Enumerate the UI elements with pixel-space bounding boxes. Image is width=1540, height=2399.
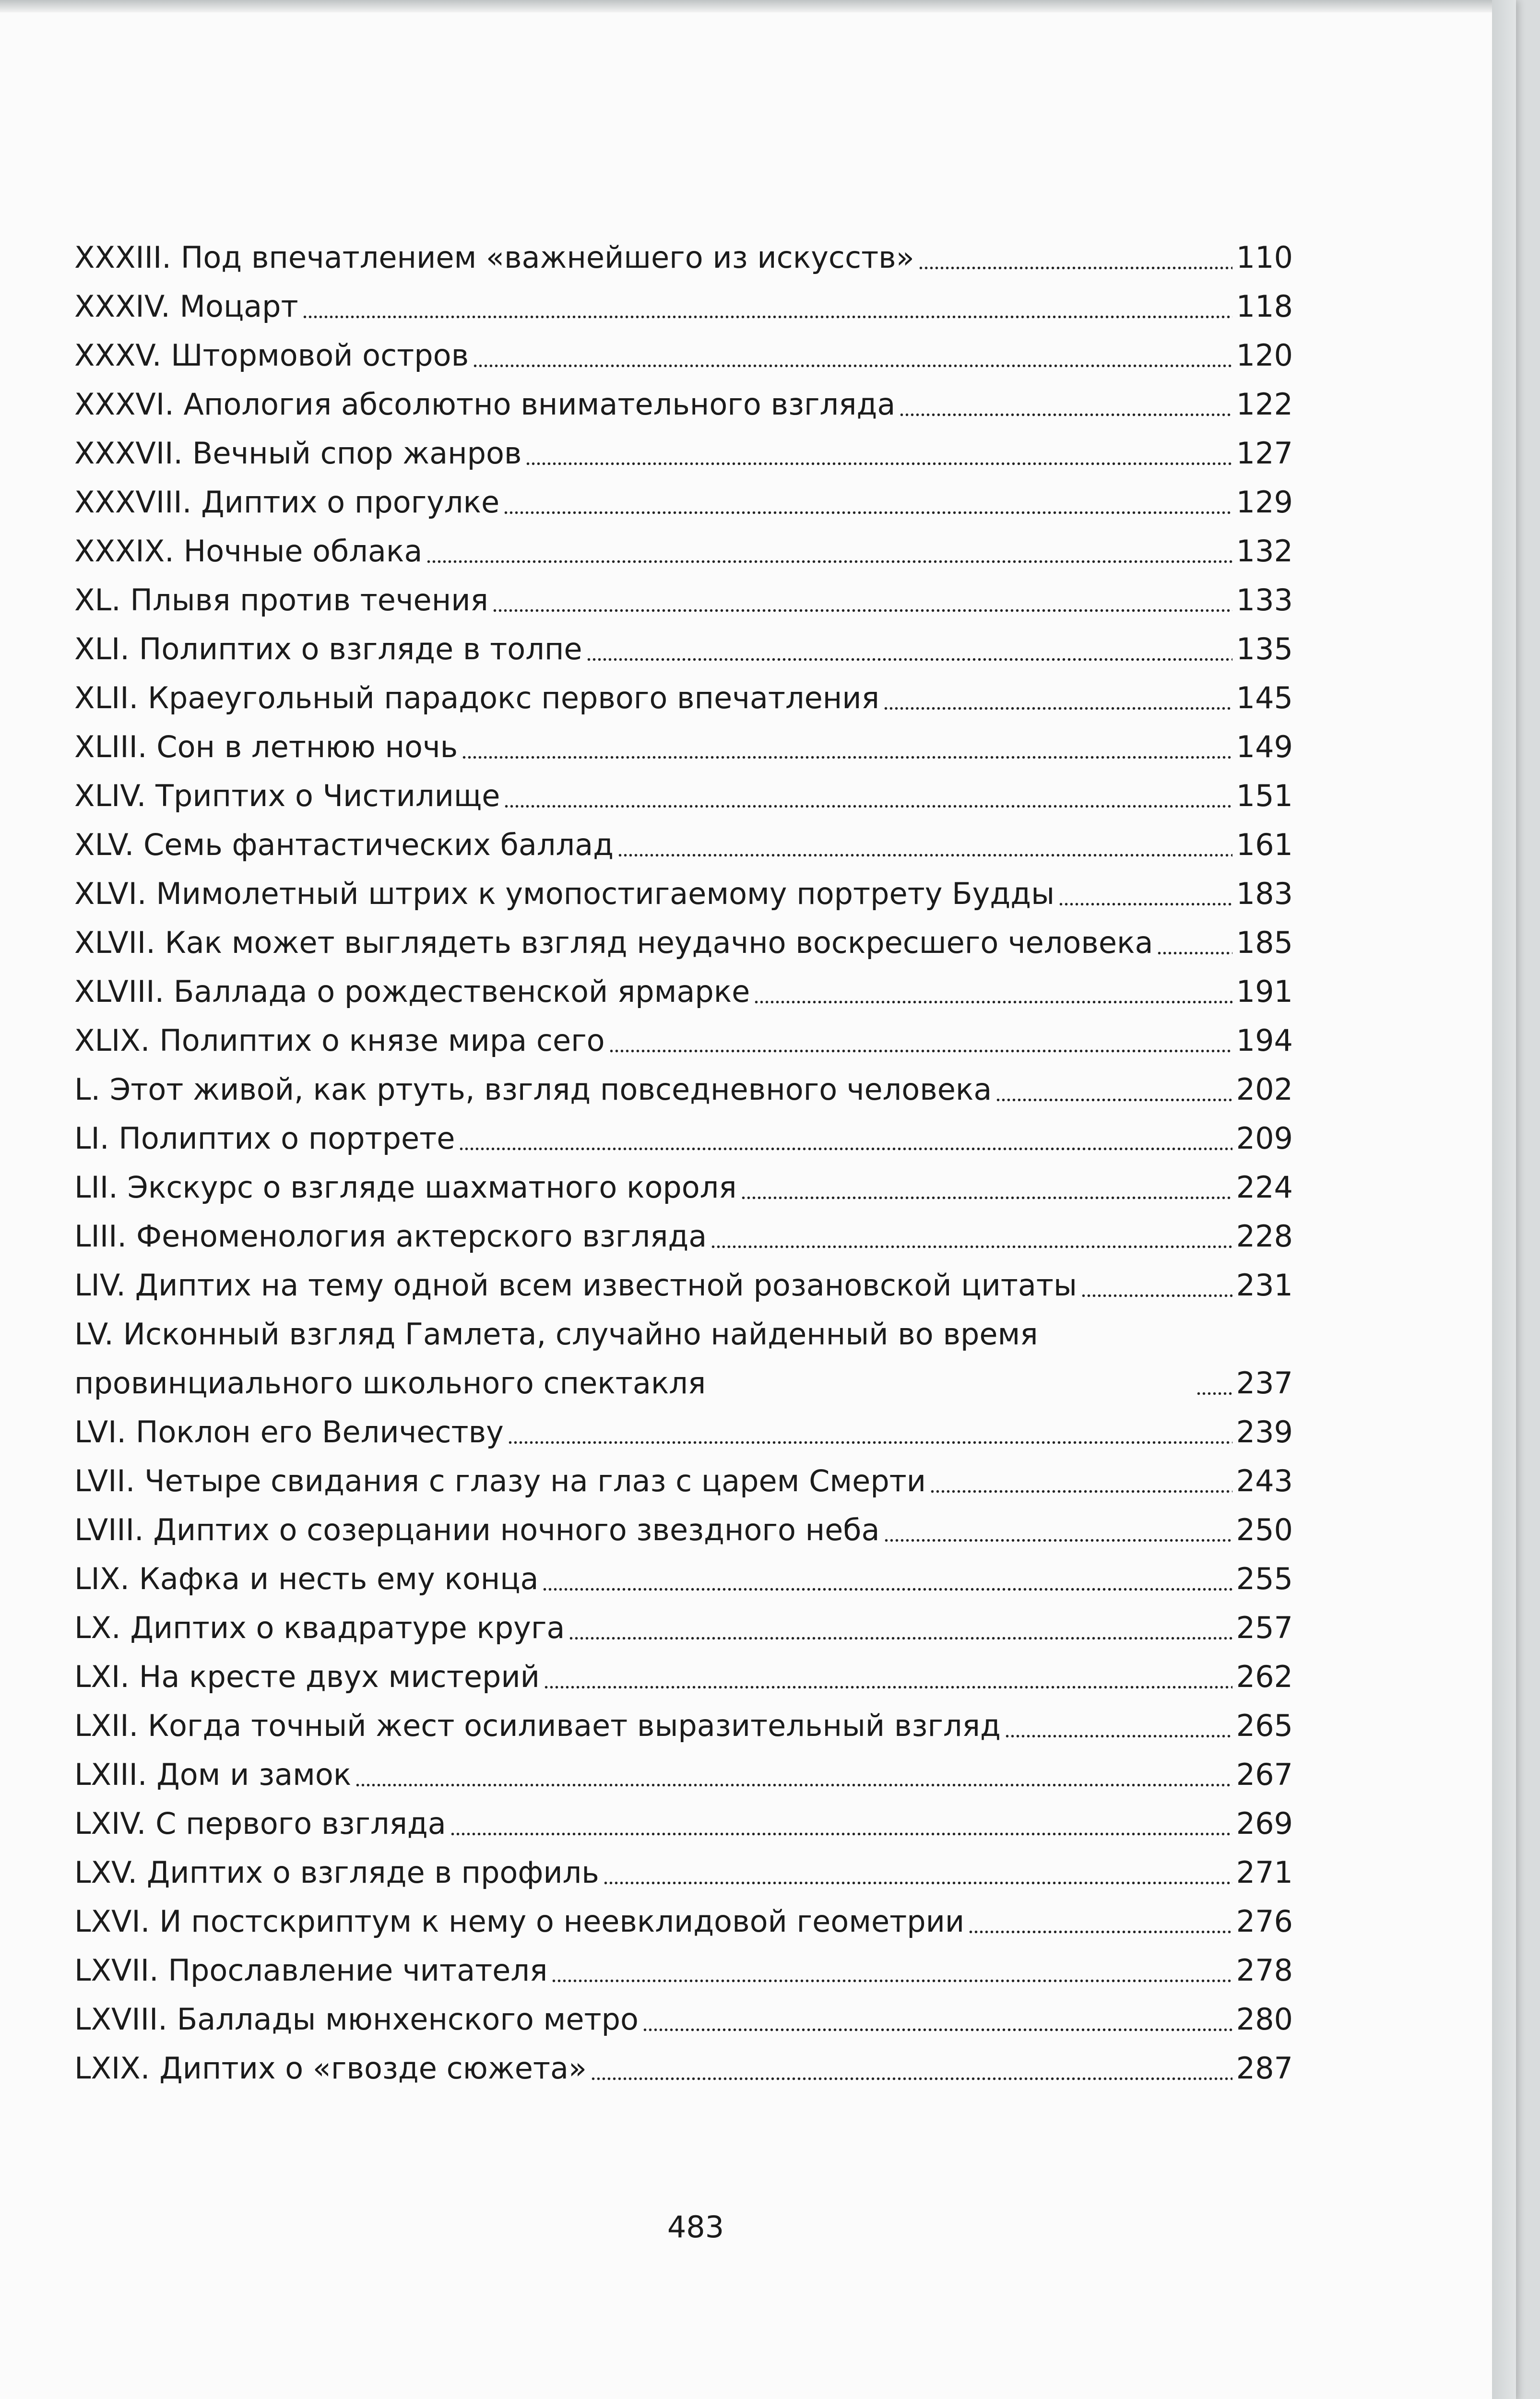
toc-entry xyxy=(74,1946,1293,1995)
toc-entry-page: 278 xyxy=(1236,1953,1293,1988)
toc-entry xyxy=(74,820,1293,869)
toc-dot-leader xyxy=(473,361,1232,370)
toc-dot-leader xyxy=(995,1095,1232,1104)
toc-entry-title: XXXIII. Под впечатлением «важнейшего из искусств» xyxy=(74,240,914,275)
toc-entry-title: LX. Диптих о квадратуре круга xyxy=(74,1610,565,1645)
toc-entry xyxy=(74,1799,1293,1848)
toc-entry-page: 132 xyxy=(1236,534,1293,569)
toc-entry-title: XLIX. Полиптих о князе мира сего xyxy=(74,1023,605,1058)
toc-dot-leader xyxy=(551,1976,1232,1985)
toc-dot-leader xyxy=(462,752,1232,762)
toc-entry-page: 133 xyxy=(1236,582,1293,618)
toc-dot-leader xyxy=(503,508,1232,517)
toc-entry-title: LVII. Четыре свидания с глазу на глаз с царем Смерти xyxy=(74,1463,926,1498)
toc-entry xyxy=(74,1848,1293,1897)
toc-entry xyxy=(74,1212,1293,1261)
toc-entry xyxy=(74,1603,1293,1652)
toc-entry-page: 237 xyxy=(1236,1366,1293,1401)
toc-entry-title: LXIII. Дом и замок xyxy=(74,1757,352,1792)
toc-dot-leader xyxy=(930,1486,1232,1496)
toc-entry-page: 265 xyxy=(1236,1708,1293,1743)
toc-dot-leader xyxy=(504,801,1232,811)
toc-dot-leader xyxy=(609,1046,1232,1056)
toc-entry-page: 276 xyxy=(1236,1904,1293,1939)
toc-entry-page: 239 xyxy=(1236,1414,1293,1449)
toc-entry-title: LVIII. Диптих о созерцании ночного звездного неба xyxy=(74,1512,880,1547)
toc-entry-title: XLII. Краеугольный парадокс первого впечатления xyxy=(74,680,879,715)
toc-entry xyxy=(74,1457,1293,1506)
toc-entry xyxy=(74,1065,1293,1114)
toc-entry-title: LVI. Поклон его Величеству xyxy=(74,1414,504,1449)
toc-entry-page: 191 xyxy=(1236,974,1293,1009)
toc-dot-leader xyxy=(426,557,1232,566)
toc-entry-page: 209 xyxy=(1236,1121,1293,1156)
toc-entry-title: LII. Экскурс о взгляде шахматного короля xyxy=(74,1170,737,1205)
toc-dot-leader xyxy=(754,997,1232,1007)
toc-entry xyxy=(74,1310,1293,1408)
toc-entry-page: 151 xyxy=(1236,778,1293,813)
toc-entry xyxy=(74,527,1293,576)
page-number: 483 xyxy=(667,2209,724,2245)
toc-entry-page: 120 xyxy=(1236,338,1293,373)
toc-entry-title: XXXVI. Апология абсолютно внимательного взгляда xyxy=(74,387,896,422)
toc-dot-leader xyxy=(525,459,1232,468)
toc-entry xyxy=(74,869,1293,918)
toc-entry-page: 194 xyxy=(1236,1023,1293,1058)
toc-entry-page: 243 xyxy=(1236,1463,1293,1498)
toc-entry-page: 269 xyxy=(1236,1806,1293,1841)
toc-entry-title: LXI. На кресте двух мистерий xyxy=(74,1659,540,1694)
toc-entry-title: XLI. Полиптих о взгляде в толпе xyxy=(74,631,582,666)
toc-dot-leader xyxy=(586,654,1232,664)
toc-entry xyxy=(74,967,1293,1016)
toc-entry-title: L. Этот живой, как ртуть, взгляд повседневного человека xyxy=(74,1072,992,1107)
toc-dot-leader xyxy=(542,1584,1232,1594)
toc-entry-title: LIII. Феноменология актерского взгляда xyxy=(74,1219,707,1254)
toc-entry-title: XLIII. Сон в летнюю ночь xyxy=(74,729,458,764)
toc-entry-title: LV. Исконный взгляд Гамлета, случайно найденный во время провинциального школьного спектакля xyxy=(74,1317,1038,1401)
toc-dot-leader xyxy=(642,2025,1232,2034)
toc-dot-leader xyxy=(1058,899,1232,909)
toc-dot-leader xyxy=(302,312,1232,321)
toc-entry-title: XLVII. Как может выглядеть взгляд неудачно воскресшего человека xyxy=(74,925,1153,960)
toc-dot-leader xyxy=(569,1633,1232,1643)
toc-entry xyxy=(74,1750,1293,1799)
toc-entry-page: 267 xyxy=(1236,1757,1293,1792)
toc-entry-page: 110 xyxy=(1236,240,1293,275)
toc-dot-leader xyxy=(918,263,1232,273)
toc-entry-title: XLVIII. Баллада о рождественской ярмарке xyxy=(74,974,750,1009)
toc-dot-leader xyxy=(884,1535,1232,1545)
toc-entry-page: 161 xyxy=(1236,827,1293,862)
toc-entry-page: 255 xyxy=(1236,1561,1293,1596)
toc-dot-leader xyxy=(492,606,1232,615)
toc-entry-title: LXV. Диптих о взгляде в профиль xyxy=(74,1855,599,1890)
toc-entry-page: 224 xyxy=(1236,1170,1293,1205)
toc-entry xyxy=(74,723,1293,772)
toc-dot-leader xyxy=(591,2074,1232,2083)
toc-entry-page: 127 xyxy=(1236,436,1293,471)
toc-entry-page: 202 xyxy=(1236,1072,1293,1107)
toc-entry-page: 280 xyxy=(1236,2002,1293,2037)
toc-dot-leader xyxy=(459,1144,1232,1153)
toc-entry-title: XLIV. Триптих о Чистилище xyxy=(74,778,500,813)
table-of-contents xyxy=(74,233,1293,2093)
toc-entry-title: LXVI. И постскриптум к нему о неевклидовой геометрии xyxy=(74,1904,965,1939)
toc-entry-title: LXII. Когда точный жест осиливает выразительный взгляд xyxy=(74,1708,1001,1743)
toc-entry xyxy=(74,1652,1293,1701)
toc-entry-page: 271 xyxy=(1236,1855,1293,1890)
toc-entry-page: 228 xyxy=(1236,1219,1293,1254)
toc-entry xyxy=(74,1995,1293,2044)
toc-entry xyxy=(74,772,1293,820)
toc-dot-leader xyxy=(450,1829,1232,1839)
toc-entry-title: LXVIII. Баллады мюнхенского метро xyxy=(74,2002,639,2037)
toc-entry-title: LXIV. С первого взгляда xyxy=(74,1806,446,1841)
toc-entry xyxy=(74,625,1293,674)
toc-entry-title: LIV. Диптих на тему одной всем известной розановской цитаты xyxy=(74,1268,1077,1303)
toc-dot-leader xyxy=(603,1878,1232,1888)
toc-entry xyxy=(74,1261,1293,1310)
toc-entry xyxy=(74,282,1293,331)
toc-entry xyxy=(74,1506,1293,1555)
toc-entry-title: XLV. Семь фантастических баллад xyxy=(74,827,614,862)
toc-entry xyxy=(74,1016,1293,1065)
page-top-edge xyxy=(0,0,1516,12)
toc-entry xyxy=(74,1408,1293,1457)
toc-entry xyxy=(74,380,1293,429)
toc-entry-title: LIX. Кафка и несть ему конца xyxy=(74,1561,539,1596)
toc-entry-page: 257 xyxy=(1236,1610,1293,1645)
toc-entry xyxy=(74,1701,1293,1750)
toc-entry-page: 129 xyxy=(1236,485,1293,520)
toc-entry xyxy=(74,674,1293,723)
toc-dot-leader xyxy=(899,410,1232,419)
toc-entry xyxy=(74,1163,1293,1212)
toc-entry-page: 118 xyxy=(1236,289,1293,324)
toc-dot-leader xyxy=(883,703,1232,713)
toc-entry-page: 185 xyxy=(1236,925,1293,960)
toc-entry-page: 231 xyxy=(1236,1268,1293,1303)
toc-entry-title: XLVI. Мимолетный штрих к умопостигаемому портрету Будды xyxy=(74,876,1055,911)
toc-entry xyxy=(74,918,1293,967)
toc-entry xyxy=(74,478,1293,527)
toc-dot-leader xyxy=(711,1242,1232,1251)
toc-entry-page: 145 xyxy=(1236,680,1293,715)
toc-entry xyxy=(74,576,1293,625)
toc-entry-page: 183 xyxy=(1236,876,1293,911)
toc-entry-page: 122 xyxy=(1236,387,1293,422)
toc-entry xyxy=(74,1114,1293,1163)
toc-dot-leader xyxy=(1005,1731,1232,1741)
toc-entry xyxy=(74,429,1293,478)
toc-entry xyxy=(74,331,1293,380)
toc-dot-leader xyxy=(1196,1389,1232,1398)
toc-entry-page: 287 xyxy=(1236,2051,1293,2086)
toc-entry-title: XXXIV. Моцарт xyxy=(74,289,298,324)
toc-dot-leader xyxy=(741,1193,1232,1202)
toc-entry xyxy=(74,1555,1293,1603)
page-right-edge xyxy=(1492,0,1516,2399)
toc-entry xyxy=(74,2044,1293,2093)
toc-entry-title: XXXV. Штормовой остров xyxy=(74,338,469,373)
toc-entry xyxy=(74,233,1293,282)
toc-entry-title: LI. Полиптих о портрете xyxy=(74,1121,455,1156)
toc-dot-leader xyxy=(1157,948,1232,958)
toc-dot-leader xyxy=(508,1437,1232,1447)
toc-entry-title: XXXIX. Ночные облака xyxy=(74,534,423,569)
toc-entry-title: LXVII. Прославление читателя xyxy=(74,1953,548,1988)
toc-entry-title: XXXVII. Вечный спор жанров xyxy=(74,436,522,471)
toc-dot-leader xyxy=(617,850,1232,860)
toc-entry-title: LXIX. Диптих о «гвозде сюжета» xyxy=(74,2051,587,2086)
toc-entry-title: XL. Плывя против течения xyxy=(74,582,488,618)
toc-entry-page: 262 xyxy=(1236,1659,1293,1694)
toc-dot-leader xyxy=(355,1780,1232,1790)
toc-entry xyxy=(74,1897,1293,1946)
toc-dot-leader xyxy=(544,1682,1232,1692)
toc-entry-title: XXXVIII. Диптих о прогулке xyxy=(74,485,500,520)
toc-entry-page: 135 xyxy=(1236,631,1293,666)
toc-dot-leader xyxy=(1081,1291,1232,1300)
toc-dot-leader xyxy=(968,1927,1232,1936)
toc-entry-page: 250 xyxy=(1236,1512,1293,1547)
toc-entry-page: 149 xyxy=(1236,729,1293,764)
